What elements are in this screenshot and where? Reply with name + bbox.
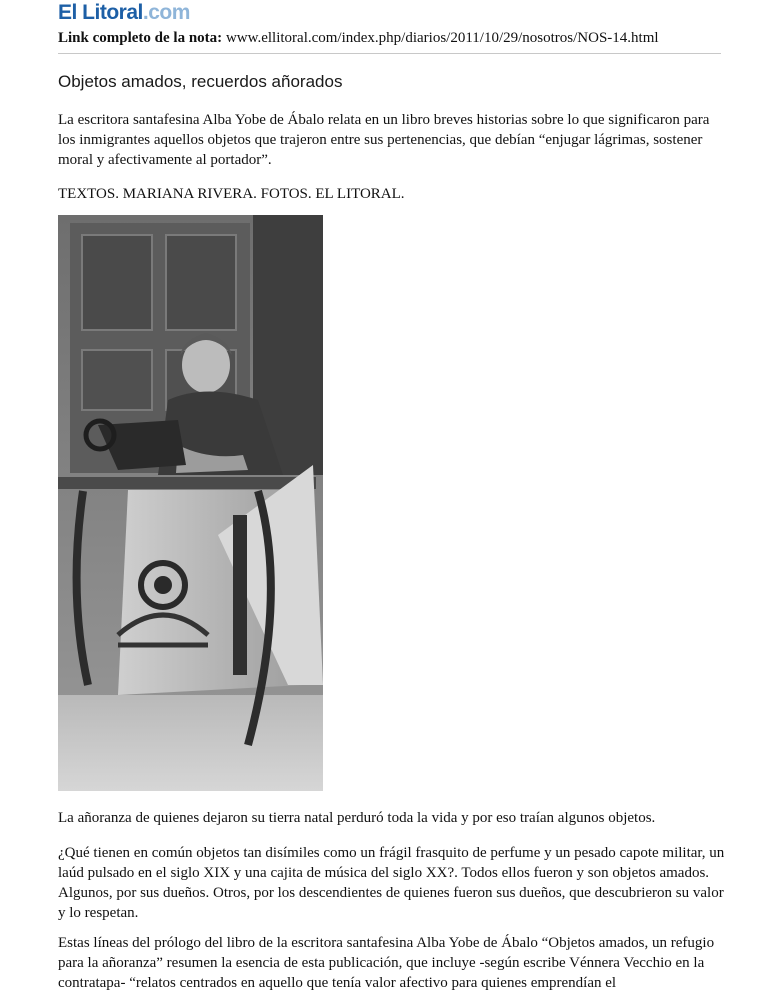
logo-main-text: El Litoral — [58, 1, 143, 24]
site-logo[interactable] — [58, 1, 190, 25]
article-paragraph-1: ¿Qué tienen en común objetos tan disímiles como un frágil frasquito de perfume y un pesado capote militar, un laúd pulsado en el siglo XIX y una cajita de música del siglo XX?. Todos ellos fueron y son objetos amados. Algunos, por sus dueños. Otros, por los descendientes de quienes fueron sus dueños, que descubrieron su valor y lo respetan. — [58, 845, 725, 921]
full-link-line — [58, 29, 659, 47]
article-credits: TEXTOS. MARIANA RIVERA. FOTOS. EL LITORAL. — [58, 186, 405, 202]
article-lead: La escritora santafesina Alba Yobe de Ábalo relata en un libro breves historias sobre lo que significaron para los inmigrantes aquellos objetos que trajeron entre sus pertenencias, que debían “enjugar lágrimas, sostener moral y afectivamente al portador”. — [58, 112, 710, 168]
article-title: Objetos amados, recuerdos añorados — [58, 72, 343, 91]
article-photo-sewing-machine — [58, 215, 323, 791]
article-paragraph-2: Estas líneas del prólogo del libro de la escritora santafesina Alba Yobe de Ábalo “Objetos amados, un refugio para la añoranza” resumen la esencia de esta publicación, que incluye -según escribe Vénnera Vecchio en la contratapa- “relatos centrados en aquello que tenía valor afectivo para quienes emprendían el — [58, 935, 715, 991]
header-divider — [58, 53, 721, 54]
logo-suffix-text: .com — [142, 1, 190, 24]
photo-caption: La añoranza de quienes dejaron su tierra natal perduró toda la vida y por eso traían algunos objetos. — [58, 810, 656, 826]
link-label: Link completo de la nota: — [58, 30, 223, 46]
article-url-link[interactable]: www.ellitoral.com/index.php/diarios/2011/10/29/nosotros/NOS-14.html — [225, 30, 659, 46]
